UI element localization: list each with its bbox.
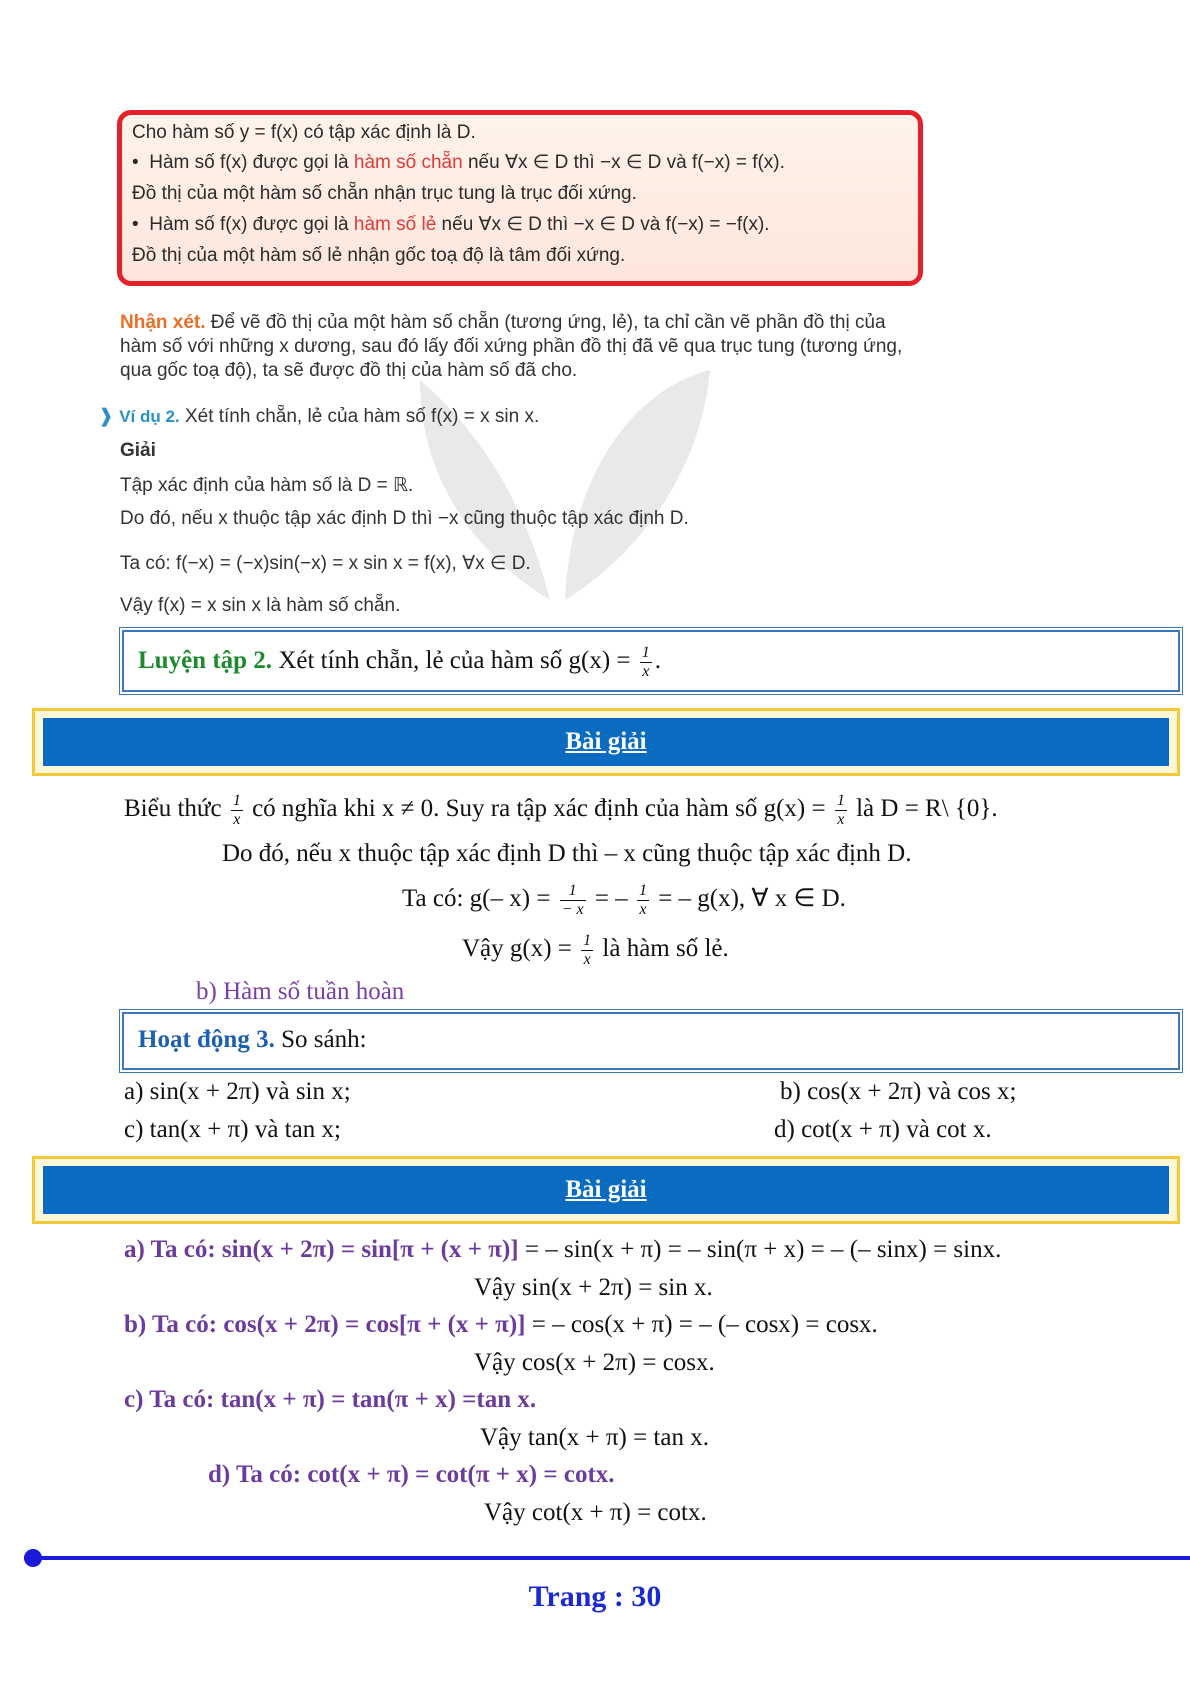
text: là D = R\ {0}. [849,795,998,823]
frac-num: 1 [638,882,647,899]
solution-1-line-2: Do đó, nếu x thuộc tập xác định D thì – x cũng thuộc tập xác định D. [222,840,912,867]
bullet-icon: • [132,214,150,235]
frac-den: x [233,811,241,828]
page-number: Trang : 30 [528,1580,662,1613]
arrow-icon: ❱ [98,406,114,427]
solution-2-a [124,1236,1001,1264]
footer-dot-icon [24,1549,42,1567]
frac-num: 1 [560,882,586,901]
bullet-text: Hàm số f(x) được gọi là [149,152,354,173]
practice-question: Xét tính chẵn, lẻ của hàm số g(x) = [272,647,637,675]
example-line-2: Do đó, nếu x thuộc tập xác định D thì −x cũng thuộc tập xác định D. [120,508,689,529]
fraction [835,792,847,829]
example-line-3: Ta có: f(−x) = (−x)sin(−x) = x sin x = f(x), ∀x ∈ D. [120,553,531,574]
definition-bullet-even [132,151,785,174]
text: = – [588,885,634,913]
example-line-1: Tập xác định của hàm số là D = ℝ. [120,475,414,496]
solution-banner-title: Bài giải [43,1166,1169,1214]
activity-question: So sánh: [274,1026,367,1053]
remark-text: Để vẽ đồ thị của một hàm số chẵn (tương ứng, lẻ), ta chỉ cần vẽ phần đồ thị của [205,312,886,333]
frac-den: x [639,901,647,918]
leaf-watermark-icon [380,360,740,620]
remark-line-3: qua gốc toạ độ), ta sẽ được đồ thị của hàm số đã cho. [120,360,578,381]
definition-bullet-odd [132,213,770,236]
solution-2-b [124,1311,878,1339]
solution-banner-1 [32,708,1180,776]
example-2-title [98,405,539,428]
solution-1-line-1 [124,792,998,829]
definition-line-5: Đồ thị của một hàm số lẻ nhận gốc toạ độ là tâm đối xứng. [132,245,626,266]
example-text: Xét tính chẵn, lẻ của hàm số f(x) = x sin x. [179,406,540,427]
fraction [640,644,652,681]
derivation: = – cos(x + π) = – (– cosx) = cosx. [525,1311,878,1338]
fraction [560,882,586,919]
fraction [637,882,649,919]
text: Biểu thức [124,795,228,823]
fraction [231,792,243,829]
section-b-heading: b) Hàm số tuần hoàn [196,978,405,1005]
term-odd-function: hàm số lẻ [353,214,437,235]
remark-label: Nhận xét. [120,312,206,333]
compare-a: a) sin(x + 2π) và sin x; [124,1078,351,1105]
fraction [581,932,593,969]
compare-d: d) cot(x + π) và cot x. [774,1116,992,1143]
example-solution-label: Giải [120,440,156,461]
definition-line-3: Đồ thị của một hàm số chẵn nhận trục tung là trục đối xứng. [132,183,637,204]
frac-num: 1 [641,644,650,661]
frac-num: 1 [232,792,241,809]
footer-divider [24,1556,1190,1560]
statement: a) Ta có: sin(x + 2π) = sin[π + (x + π)] [124,1236,519,1263]
practice-label: Luyện tập 2. [138,647,273,675]
remark-line-1 [120,312,886,334]
compare-c: c) tan(x + π) và tan x; [124,1116,341,1143]
text: Ta có: g(– x) = [402,885,557,913]
solution-1-line-3 [402,882,846,919]
frac-den: x [837,811,845,828]
solution-2-c-conclusion: Vậy tan(x + π) = tan x. [480,1424,709,1451]
term-even-function: hàm số chẵn [353,152,463,173]
bullet-text: Hàm số f(x) được gọi là [149,214,354,235]
activity-label: Hoạt động 3. [138,1026,275,1053]
frac-den: x [583,951,591,968]
solution-2-d: d) Ta có: cot(x + π) = cot(π + x) = cotx. [208,1461,615,1488]
period: . [654,647,661,675]
text: Vậy g(x) = [462,935,579,963]
example-label: Ví dụ 2. [119,407,180,426]
compare-b: b) cos(x + 2π) và cos x; [780,1078,1017,1105]
solution-banner-2 [32,1156,1180,1224]
remark-line-2: hàm số với những x dương, sau đó lấy đối xứng phần đồ thị đã vẽ qua trục tung (tương ứng, [120,336,903,357]
text: = – g(x), ∀ x ∈ D. [651,885,846,913]
derivation: = – sin(x + π) = – sin(π + x) = – (– sinx) = sinx. [518,1236,1002,1263]
definition-line-1: Cho hàm số y = f(x) có tập xác định là D. [132,122,476,143]
bullet-text-end: nếu ∀x ∈ D thì −x ∈ D và f(−x) = f(x). [462,152,785,173]
example-line-4: Vậy f(x) = x sin x là hàm số chẵn. [120,595,401,616]
statement: b) Ta có: cos(x + 2π) = cos[π + (x + π)] [124,1311,526,1338]
frac-num: 1 [836,792,845,809]
solution-1-line-4 [462,932,729,969]
solution-2-a-conclusion: Vậy sin(x + 2π) = sin x. [474,1274,713,1301]
solution-2-d-conclusion: Vậy cot(x + π) = cotx. [484,1499,707,1526]
bullet-text-end: nếu ∀x ∈ D thì −x ∈ D và f(−x) = −f(x). [436,214,770,235]
bullet-icon: • [132,152,150,173]
practice-2-text [138,644,661,681]
solution-banner-title: Bài giải [43,718,1169,766]
text: là hàm số lẻ. [596,935,729,963]
solution-2-c: c) Ta có: tan(x + π) = tan(π + x) =tan x. [124,1386,537,1413]
activity-3-text [138,1026,367,1054]
frac-den: x [642,663,650,680]
frac-den: − x [561,901,584,918]
frac-num: 1 [583,932,592,949]
text: có nghĩa khi x ≠ 0. Suy ra tập xác định của hàm số g(x) = [245,795,832,823]
solution-2-b-conclusion: Vậy cos(x + 2π) = cosx. [474,1349,715,1376]
